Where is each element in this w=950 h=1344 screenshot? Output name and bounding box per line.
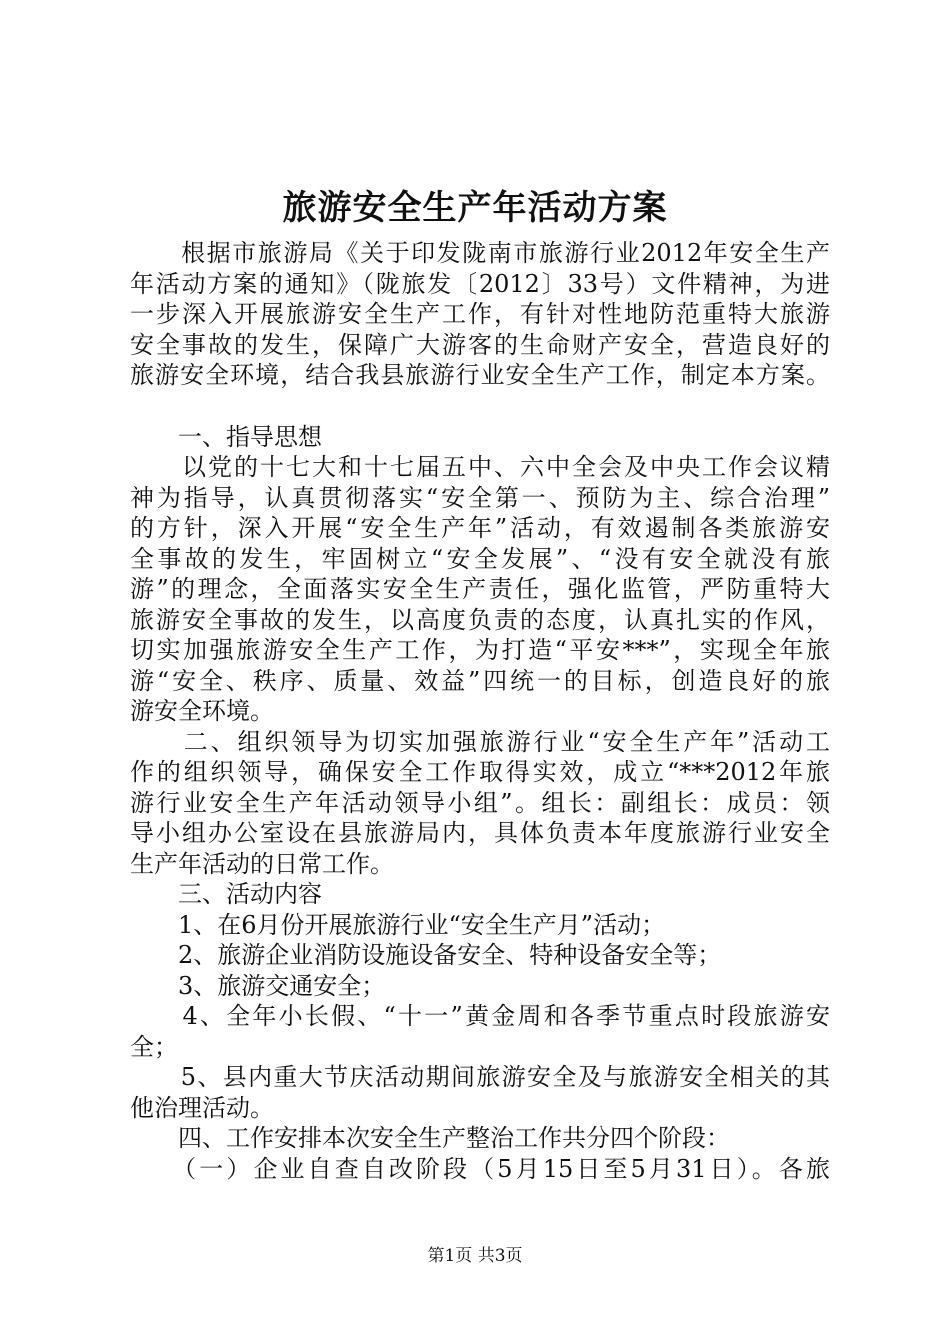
body-text-line: 一、指导思想 bbox=[130, 422, 322, 451]
body-text-line: 游“安全、秩序、质量、效益”四统一的目标，创造良好的旅 bbox=[130, 666, 830, 695]
body-text-line: 年活动方案的通知》（陇旅发〔2012〕33号）文件精神，为进 bbox=[130, 269, 830, 298]
body-text-line: 生产年活动的日常工作。 bbox=[130, 849, 394, 878]
body-text-line: 旅游安全事故的发生，以高度负责的态度，认真扎实的作风， bbox=[130, 605, 830, 634]
body-text-line: 游”的理念，全面落实安全生产责任，强化监管，严防重特大 bbox=[130, 575, 830, 603]
body-text-line: 神为指导，认真贯彻落实“安全第一、预防为主、综合治理” bbox=[130, 483, 830, 512]
body-text-line: 的方针，深入开展“安全生产年”活动，有效遏制各类旅游安 bbox=[130, 514, 830, 542]
body-text-line: 导小组办公室设在县旅游局内，具体负责本年度旅游行业安全 bbox=[130, 819, 830, 847]
body-text-line: 全； bbox=[130, 1032, 178, 1061]
body-text-line: 旅游安全环境，结合我县旅游行业安全生产工作，制定本方案。 bbox=[130, 361, 830, 389]
body-text-line: 全事故的发生，牢固树立“安全发展”、“没有安全就没有旅 bbox=[130, 544, 830, 573]
body-text-line: 3、旅游交通安全； bbox=[130, 971, 386, 1000]
body-text-line: 游安全环境。 bbox=[130, 697, 274, 725]
body-text-line: 安全事故的发生，保障广大游客的生命财产安全，营造良好的 bbox=[130, 330, 830, 359]
body-text-line: 2、旅游企业消防设施设备安全、特种设备安全等； bbox=[130, 941, 722, 969]
body-text-line: 以党的十七大和十七届五中、六中全会及中央工作会议精 bbox=[130, 453, 830, 481]
body-text-line: 一步深入开展旅游安全生产工作，有针对性地防范重特大旅游 bbox=[130, 300, 830, 328]
body-text-line: 二、组织领导为切实加强旅游行业“安全生产年”活动工 bbox=[130, 727, 830, 756]
body-text-line: 5、县内重大节庆活动期间旅游安全及与旅游安全相关的其 bbox=[130, 1063, 830, 1091]
page-footer: 第1页 共3页 bbox=[427, 1246, 523, 1266]
body-text-line: 根据市旅游局《关于印发陇南市旅游行业2012年安全生产 bbox=[130, 239, 830, 267]
body-text-line: （一）企业自查自改阶段（5月15日至5月31日）。各旅 bbox=[130, 1154, 830, 1183]
body-text-line: 他治理活动。 bbox=[130, 1093, 274, 1122]
document-title: 旅游安全生产年活动方案 bbox=[282, 188, 668, 228]
body-text-line: 作的组织领导，确保安全工作取得实效，成立“***2012年旅 bbox=[130, 758, 830, 786]
body-text-line: 三、活动内容 bbox=[130, 880, 322, 908]
document-body bbox=[130, 238, 830, 1184]
body-text-line: 切实加强旅游安全生产工作，为打造“平安***”，实现全年旅 bbox=[130, 636, 830, 664]
paragraph-gap bbox=[130, 391, 830, 422]
body-text-line: 四、工作安排本次安全生产整治工作共分四个阶段： bbox=[130, 1124, 730, 1152]
body-text-line: 4、全年小长假、“十一”黄金周和各季节重点时段旅游安 bbox=[130, 1002, 830, 1030]
body-text-line: 1、在6月份开展旅游行业“安全生产月”活动； bbox=[130, 910, 666, 939]
body-text-line: 游行业安全生产年活动领导小组”。组长：副组长：成员：领 bbox=[130, 788, 830, 817]
